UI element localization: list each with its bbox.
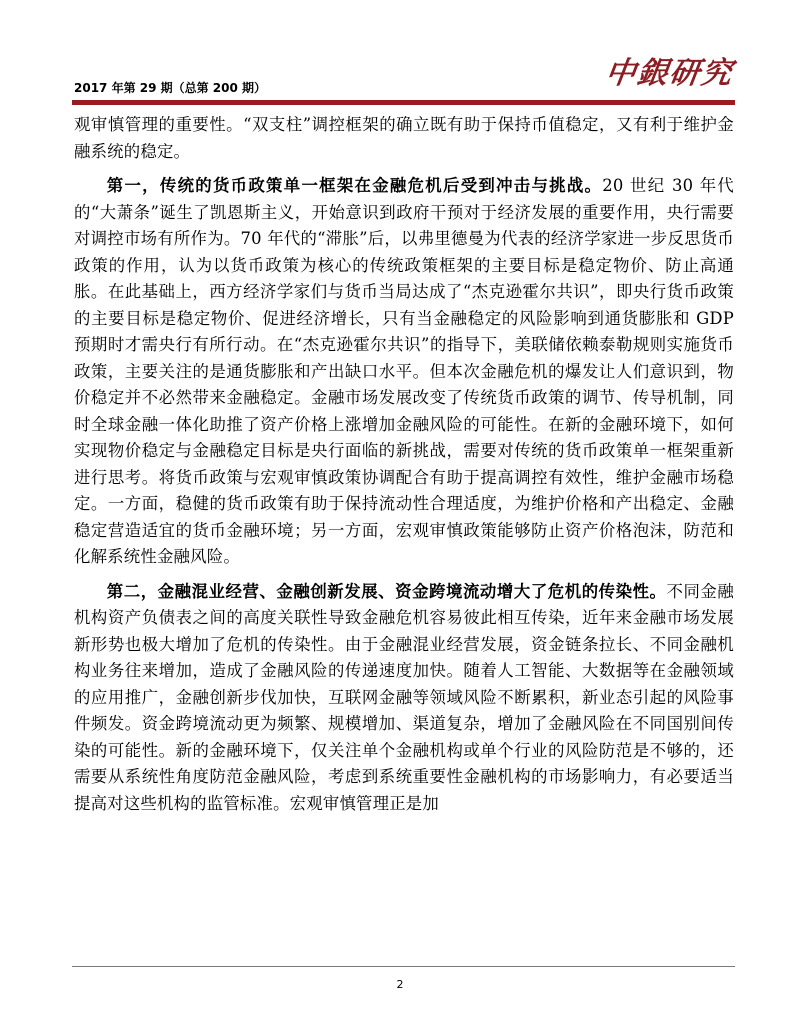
issue-label: 2017 年第 29 期（总第 200 期） bbox=[74, 81, 267, 95]
page-header bbox=[74, 56, 736, 102]
paragraph-lead: 第二，金融混业经营、金融创新发展、资金跨境流动增大了危机的传染性。 bbox=[106, 581, 667, 601]
body-text bbox=[74, 112, 734, 817]
paragraph-continuation bbox=[74, 112, 734, 165]
header-divider bbox=[72, 100, 735, 105]
brand-logo: 中銀研究 bbox=[603, 56, 736, 91]
paragraph-lead: 第一，传统的货币政策单一框架在金融危机后受到冲击与挑战。 bbox=[106, 176, 603, 195]
paragraph-text: 观审慎管理的重要性。“双支柱”调控框架的确立既有助于保持币值稳定，又有利于维护金融系统的稳定。 bbox=[74, 115, 734, 161]
paragraph-first-point bbox=[74, 173, 734, 571]
paragraph-second-point bbox=[74, 579, 734, 818]
paragraph-text: 20 世纪 30 年代的“大萧条”诞生了凯恩斯主义，开始意识到政府干预对于经济发展的重要作用，央行需要对调控市场有所作为。70 年代的“滞胀”后，以弗里德曼为代表的经济学家进一步反思货币政策的作用，认为以货币政策为核心的传统政策框架的主要目标是稳定物价、防止高通胀。在此基础上，西方经济学家们与货币当局达成了“杰克逊霍尔共识”，即央行货币政策的主要目标是稳定物价、促进经济增长，只有当金融稳定的风险影响到通货膨胀和 GDP 预期时才需央行有所行动。在“杰克逊霍尔共识”的指导下，美联储依赖泰勒规则实施货币政策，主要关注的是通货膨胀和产出缺口水平。但本次金融危机的爆发让人们意识到，物价稳定并不必然带来金融稳定。金融市场发展改变了传统货币政策的调节、传导机制，同时全球金融一体化助推了资产价格上涨增加金融风险的可能性。在新的金融环境下，如何实现物价稳定与金融稳定目标是央行面临的新挑战，需要对传统的货币政策单一框架重新进行思考。将货币政策与宏观审慎政策协调配合有助于提高调控有效性，维护金融市场稳定。一方面，稳健的货币政策有助于保持流动性合理适度，为维护价格和产出稳定、金融稳定营造适宜的货币金融环境；另一方面，宏观审慎政策能够防止资产价格泡沫，防范和化解系统性金融风险。 bbox=[74, 176, 734, 566]
page-number: 2 bbox=[396, 978, 404, 991]
paragraph-text: 不同金融机构资产负债表之间的高度关联性导致金融危机容易彼此相互传染，近年来金融市场发展新形势也极大增加了危机的传染性。由于金融混业经营发展，资金链条拉长、不同金融机构业务往来增加，造成了金融风险的传递速度加快。随着人工智能、大数据等在金融领域的应用推广，金融创新步伐加快，互联网金融等领域风险不断累积，新业态引起的风险事件频发。资金跨境流动更为频繁、规模增加、渠道复杂，增加了金融风险在不同国别间传染的可能性。新的金融环境下，仅关注单个金融机构或单个行业的风险防范是不够的，还需要从系统性角度防范金融风险，考虑到系统重要性金融机构的市场影响力，有必要适当提高对这些机构的监管标准。宏观审慎管理正是加 bbox=[74, 581, 734, 813]
footer-divider bbox=[72, 966, 735, 967]
